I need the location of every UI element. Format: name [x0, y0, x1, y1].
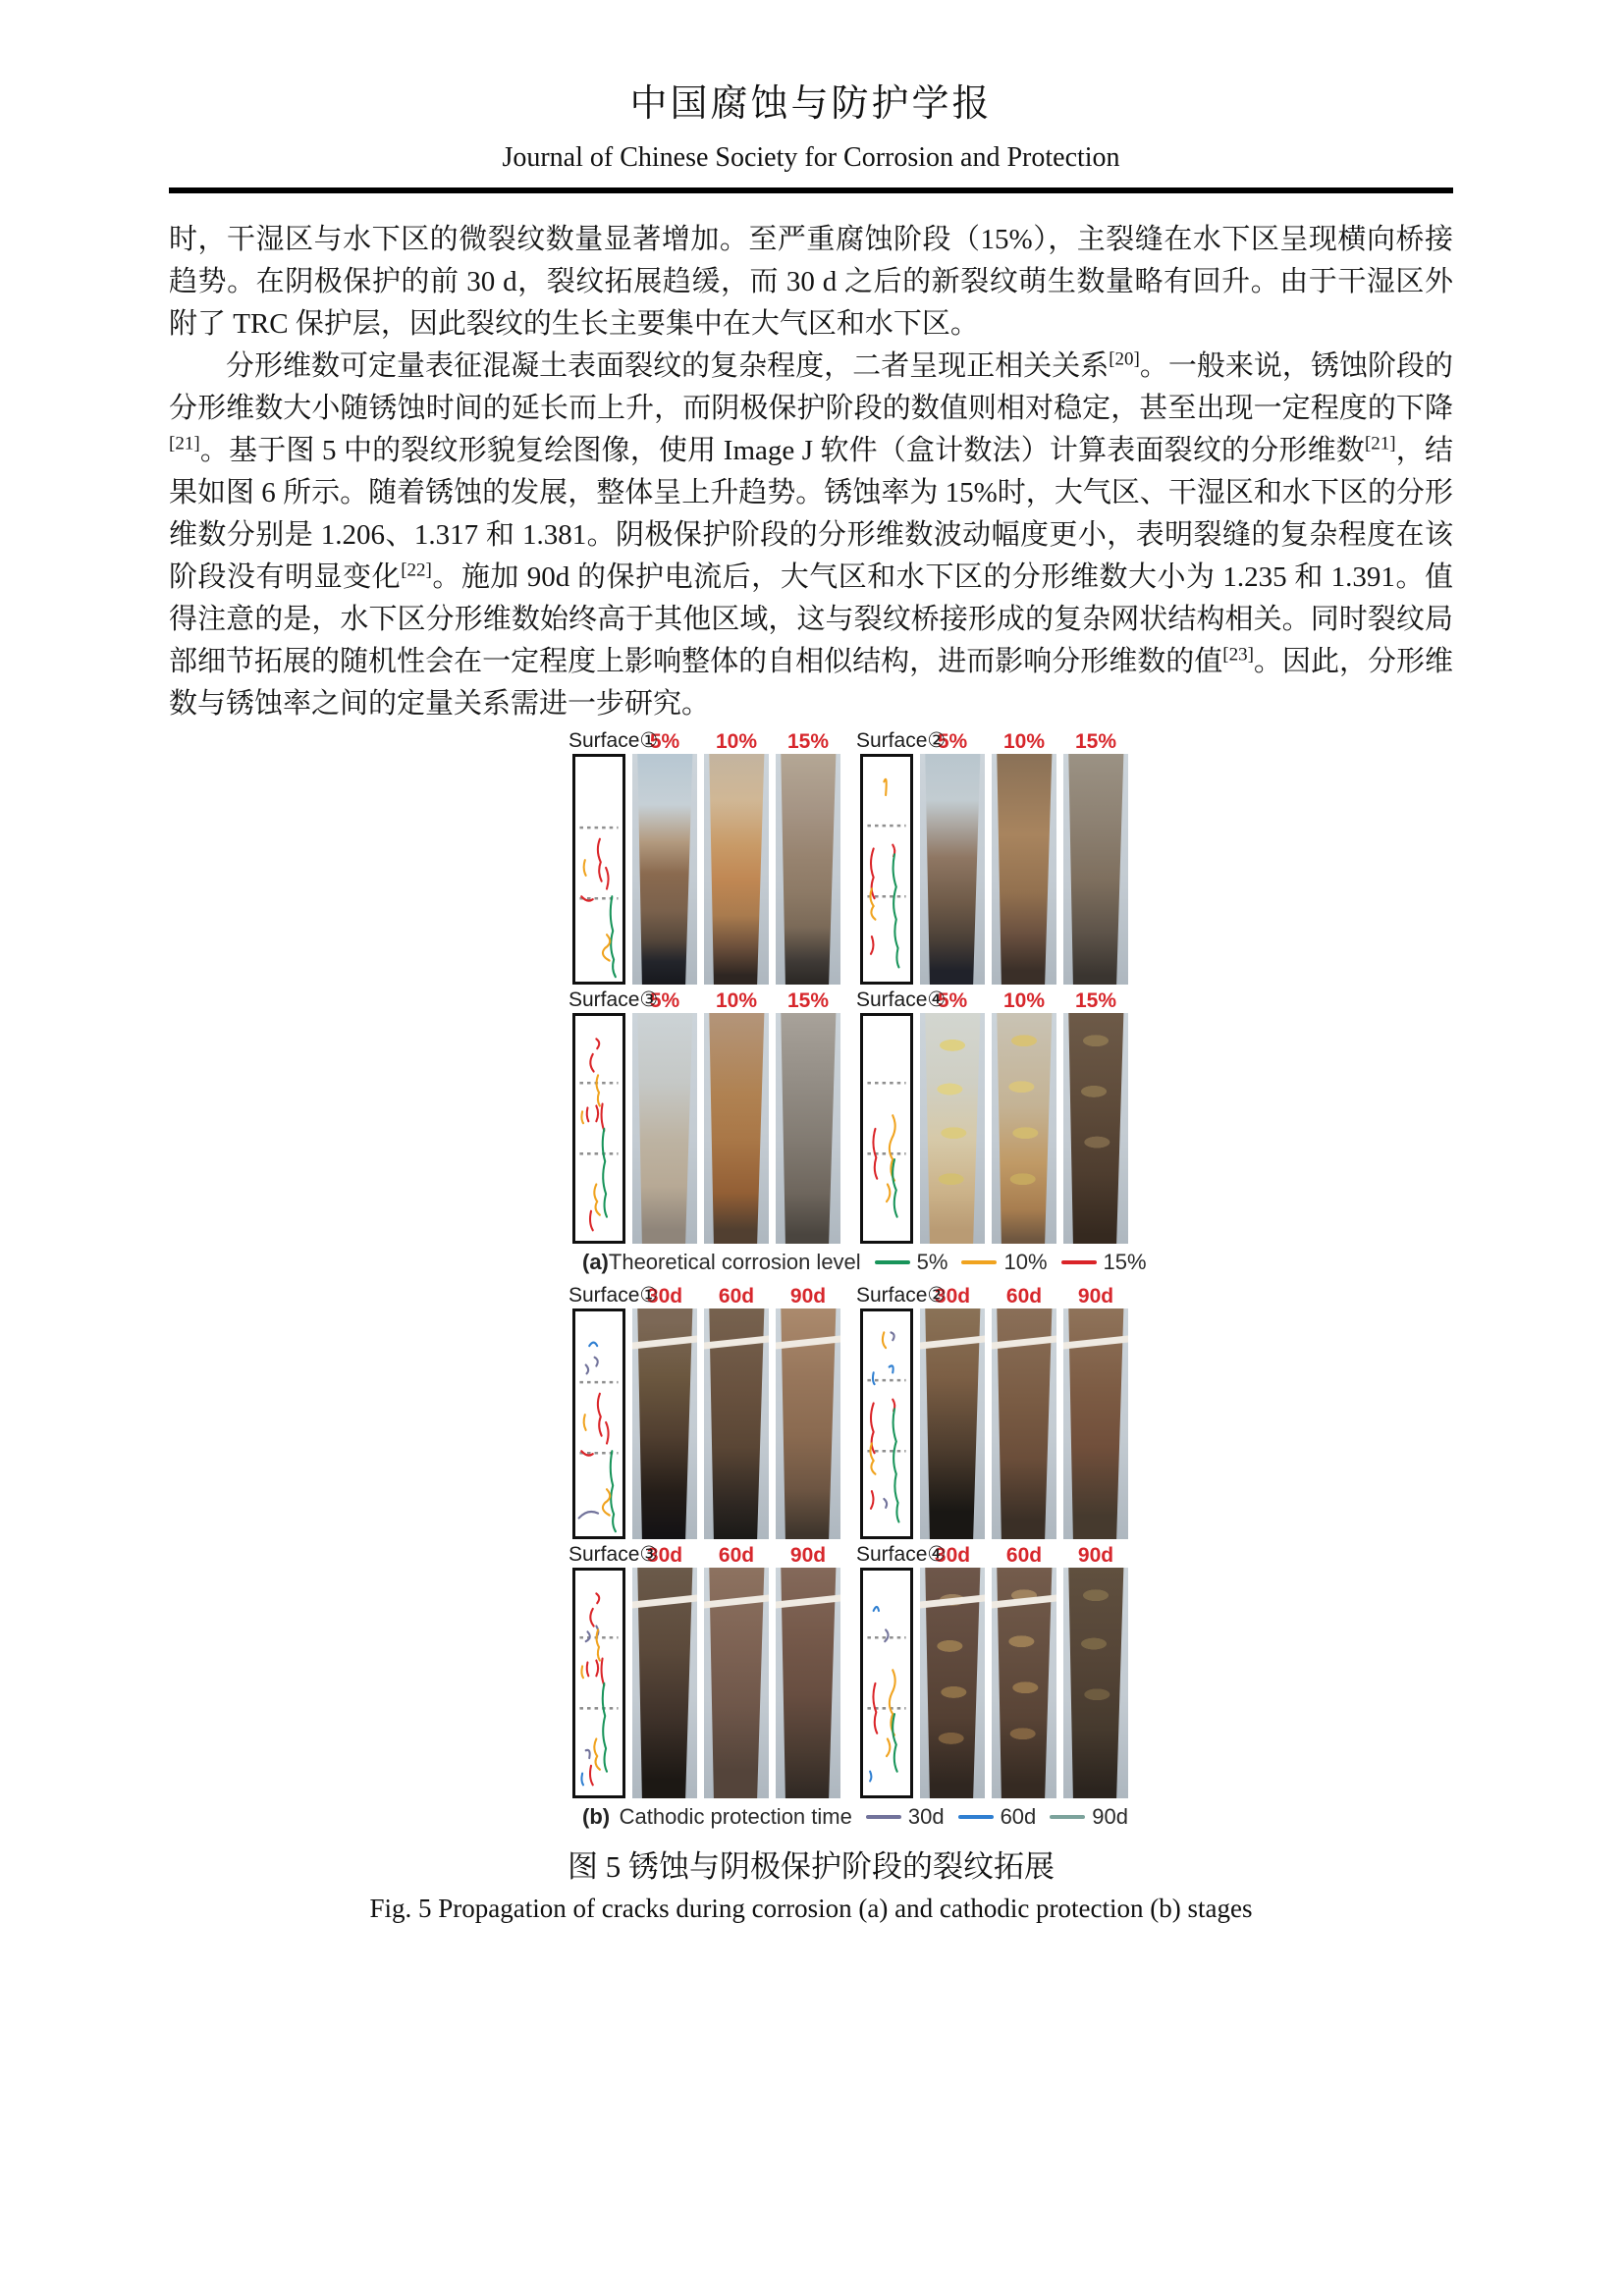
specimen-row [572, 1308, 1128, 1539]
legend-swatch-5pct [875, 1260, 910, 1264]
specimen-photo [992, 1568, 1056, 1798]
specimen-photo [776, 754, 840, 985]
figure-caption-zh: 图 5 锈蚀与阴极保护阶段的裂纹拓展 [568, 1849, 1055, 1884]
specimen-photo [704, 1568, 769, 1798]
specimen-photo [1063, 1568, 1128, 1798]
protection-time-label: 60d [1005, 1285, 1043, 1308]
surface-1a-labels [568, 729, 840, 754]
protection-time-label: 90d [789, 1544, 827, 1567]
specimen-photo [1063, 1308, 1128, 1539]
paragraph-2-text: 。基于图 5 中的裂纹形貌复绘图像，使用 Image J 软件（盒计数法）计算表面裂纹的分形维数 [199, 435, 1365, 466]
specimen-photo [704, 754, 769, 985]
crack-trace-diagram [572, 754, 625, 985]
specimen-photo [704, 1013, 769, 1244]
specimen-photo [920, 1568, 985, 1798]
crack-trace-diagram [572, 1568, 625, 1798]
specimen-photo [776, 1013, 840, 1244]
legend-item [875, 1250, 948, 1275]
surface-label: Surface④ [856, 1543, 947, 1566]
surface-label-row [568, 985, 1128, 1013]
surface-2b-labels [856, 1284, 1128, 1308]
specimen-photo [920, 1308, 985, 1539]
legend-a-title: Theoretical corrosion level [608, 1250, 861, 1274]
legend-label: 15% [1103, 1250, 1147, 1274]
paragraph-2-text: ，结果如图 6 所示。随着锈蚀的发展，整体呈上升趋势。锈蚀率为 15%时，大气区、干湿区和水下区的分形维数分别是 1.206、1.317 和 1.381。阴极保护阶段的分形维数波动幅度更小，表明裂缝的复杂程度在该阶段没有明显变化 [169, 435, 1453, 593]
surface-3b-group [572, 1568, 840, 1798]
legend-b-title: Cathodic protection time [619, 1804, 852, 1829]
corrosion-level-label: 5% [649, 730, 680, 753]
surface-1b-labels [568, 1284, 840, 1308]
legend-swatch-15pct [1061, 1260, 1097, 1264]
surface-label: Surface③ [568, 1543, 659, 1566]
crack-trace-diagram [860, 1568, 913, 1798]
article-body [169, 219, 1453, 725]
surface-label: Surface③ [568, 988, 659, 1011]
surface-label: Surface① [568, 1284, 659, 1307]
specimen-photo [1063, 1013, 1128, 1244]
specimen-photo [632, 1568, 697, 1798]
surface-4a-labels [856, 988, 1128, 1013]
paragraph-2-text: 。施加 90d 的保护电流后，大气区和水下区的分形维数大小为 1.235 和 1.391。值得注意的是，水下区分形维数始终高于其他区域，这与裂纹桥接形成的复杂网状结构相关。同时裂纹局部细节拓展的随机性会在一定程度上影响整体的自相似结构，进而影响分形维数的值 [169, 561, 1453, 677]
corrosion-level-label: 15% [1074, 989, 1117, 1012]
crack-trace-diagram [860, 1308, 913, 1539]
legend-item [958, 1804, 1037, 1830]
surface-4a-group [860, 1013, 1128, 1244]
protection-time-label: 60d [718, 1285, 755, 1308]
protection-time-label: 30d [646, 1285, 683, 1308]
legend-b [572, 1800, 1128, 1834]
legend-swatch-10pct [961, 1260, 997, 1264]
paragraph-2-text: 。一般来说，锈蚀阶段的分形维数大小随锈蚀时间的延长而上升，而阴极保护阶段的数值则相对稳定，甚至出现一定程度的下降 [169, 350, 1453, 424]
specimen-photo [632, 754, 697, 985]
paragraph-2-text: 。因此，分形维数与锈蚀率之间的定量关系需进一步研究。 [169, 646, 1453, 720]
paragraph-2 [169, 346, 1453, 725]
citation-ref-21: [21] [169, 433, 200, 454]
surface-3a-group [572, 1013, 840, 1244]
journal-title-en: Journal of Chinese Society for Corrosion and Protection [502, 142, 1120, 173]
protection-time-label: 90d [1077, 1544, 1114, 1567]
figure-5 [568, 725, 1147, 1834]
panel-tag-b: (b) [582, 1804, 611, 1829]
specimen-row [572, 754, 1128, 985]
corrosion-level-label: 5% [937, 989, 968, 1012]
crack-trace-svg [575, 1016, 623, 1241]
protection-time-label: 90d [1077, 1285, 1114, 1308]
corrosion-level-label: 5% [649, 989, 680, 1012]
corrosion-level-label: 5% [937, 730, 968, 753]
protection-time-label: 30d [934, 1285, 971, 1308]
corrosion-level-label: 15% [786, 730, 830, 753]
crack-trace-svg [863, 757, 910, 982]
crack-trace-svg [575, 1311, 623, 1536]
legend-label: 90d [1092, 1804, 1128, 1829]
surface-2b-group [860, 1308, 1128, 1539]
specimen-photo [992, 1308, 1056, 1539]
specimen-photo [632, 1013, 697, 1244]
surface-3b-labels [568, 1543, 840, 1568]
legend-item [866, 1804, 945, 1830]
surface-label: Surface① [568, 729, 659, 752]
panel-tag-a: (a) [582, 1250, 609, 1274]
crack-trace-svg [863, 1571, 910, 1795]
corrosion-level-label: 10% [715, 989, 758, 1012]
specimen-photo [704, 1308, 769, 1539]
crack-trace-diagram [860, 754, 913, 985]
specimen-row [572, 1568, 1128, 1798]
page-content [169, 0, 1453, 1924]
specimen-row [572, 1013, 1128, 1244]
paragraph-2-text: 分形维数可定量表征混凝土表面裂纹的复杂程度，二者呈现正相关关系 [226, 350, 1110, 382]
citation-ref-22: [22] [401, 560, 432, 581]
crack-trace-svg [575, 757, 623, 982]
surface-1a-group [572, 754, 840, 985]
citation-ref-20: [20] [1109, 348, 1140, 370]
specimen-photo [920, 754, 985, 985]
specimen-photo [632, 1308, 697, 1539]
crack-trace-diagram [860, 1013, 913, 1244]
journal-title-zh: 中国腐蚀与防护学报 [629, 83, 993, 125]
citation-ref-23: [23] [1222, 644, 1254, 666]
surface-label: Surface② [856, 729, 947, 752]
protection-time-label: 60d [718, 1544, 755, 1567]
legend-label: 30d [907, 1804, 945, 1829]
legend-label: 5% [916, 1250, 948, 1274]
legend-label: 60d [1000, 1804, 1037, 1829]
legend-a [572, 1246, 1147, 1279]
legend-item [1061, 1250, 1147, 1275]
page-header [169, 73, 1453, 193]
protection-time-label: 30d [646, 1544, 683, 1567]
citation-ref-21b: [21] [1364, 433, 1396, 454]
specimen-photo [776, 1308, 840, 1539]
header-rule [169, 187, 1453, 193]
surface-label: Surface② [856, 1284, 947, 1307]
legend-swatch-90d [1050, 1815, 1085, 1819]
surface-2a-labels [856, 729, 1128, 754]
corrosion-level-label: 10% [1002, 730, 1046, 753]
surface-3a-labels [568, 988, 840, 1013]
legend-swatch-30d [866, 1815, 901, 1819]
specimen-photo [992, 754, 1056, 985]
surface-label-row [568, 1280, 1128, 1308]
crack-trace-svg [575, 1571, 623, 1795]
legend-item [961, 1250, 1047, 1275]
surface-4b-labels [856, 1543, 1128, 1568]
corrosion-level-label: 10% [715, 730, 758, 753]
crack-trace-svg [863, 1311, 910, 1536]
protection-time-label: 30d [934, 1544, 971, 1567]
corrosion-level-label: 10% [1002, 989, 1046, 1012]
corrosion-level-label: 15% [1074, 730, 1117, 753]
corrosion-level-label: 15% [786, 989, 830, 1012]
legend-swatch-60d [958, 1815, 994, 1819]
specimen-photo [776, 1568, 840, 1798]
surface-label-row [568, 1539, 1128, 1568]
specimen-photo [920, 1013, 985, 1244]
legend-label: 10% [1003, 1250, 1048, 1274]
figure-caption-en: Fig. 5 Propagation of cracks during corrosion (a) and cathodic protection (b) stages [369, 1894, 1253, 1923]
surface-2a-group [860, 754, 1128, 985]
specimen-photo [992, 1013, 1056, 1244]
protection-time-label: 60d [1005, 1544, 1043, 1567]
protection-time-label: 90d [789, 1285, 827, 1308]
legend-item [1050, 1804, 1128, 1830]
paragraph-1: 时，干湿区与水下区的微裂纹数量显著增加。至严重腐蚀阶段（15%），主裂缝在水下区呈现横向桥接趋势。在阴极保护的前 30 d，裂纹拓展趋缓，而 30 d 之后的新裂纹萌生数量略有回升。由于干湿区外附了 TRC 保护层，因此裂纹的生长主要集中在大气区和水下区。 [169, 224, 1453, 340]
surface-4b-group [860, 1568, 1128, 1798]
surface-1b-group [572, 1308, 840, 1539]
crack-trace-diagram [572, 1013, 625, 1244]
crack-trace-svg [863, 1016, 910, 1241]
surface-label-row [568, 725, 1128, 754]
surface-label: Surface④ [856, 988, 947, 1011]
crack-trace-diagram [572, 1308, 625, 1539]
specimen-photo [1063, 754, 1128, 985]
